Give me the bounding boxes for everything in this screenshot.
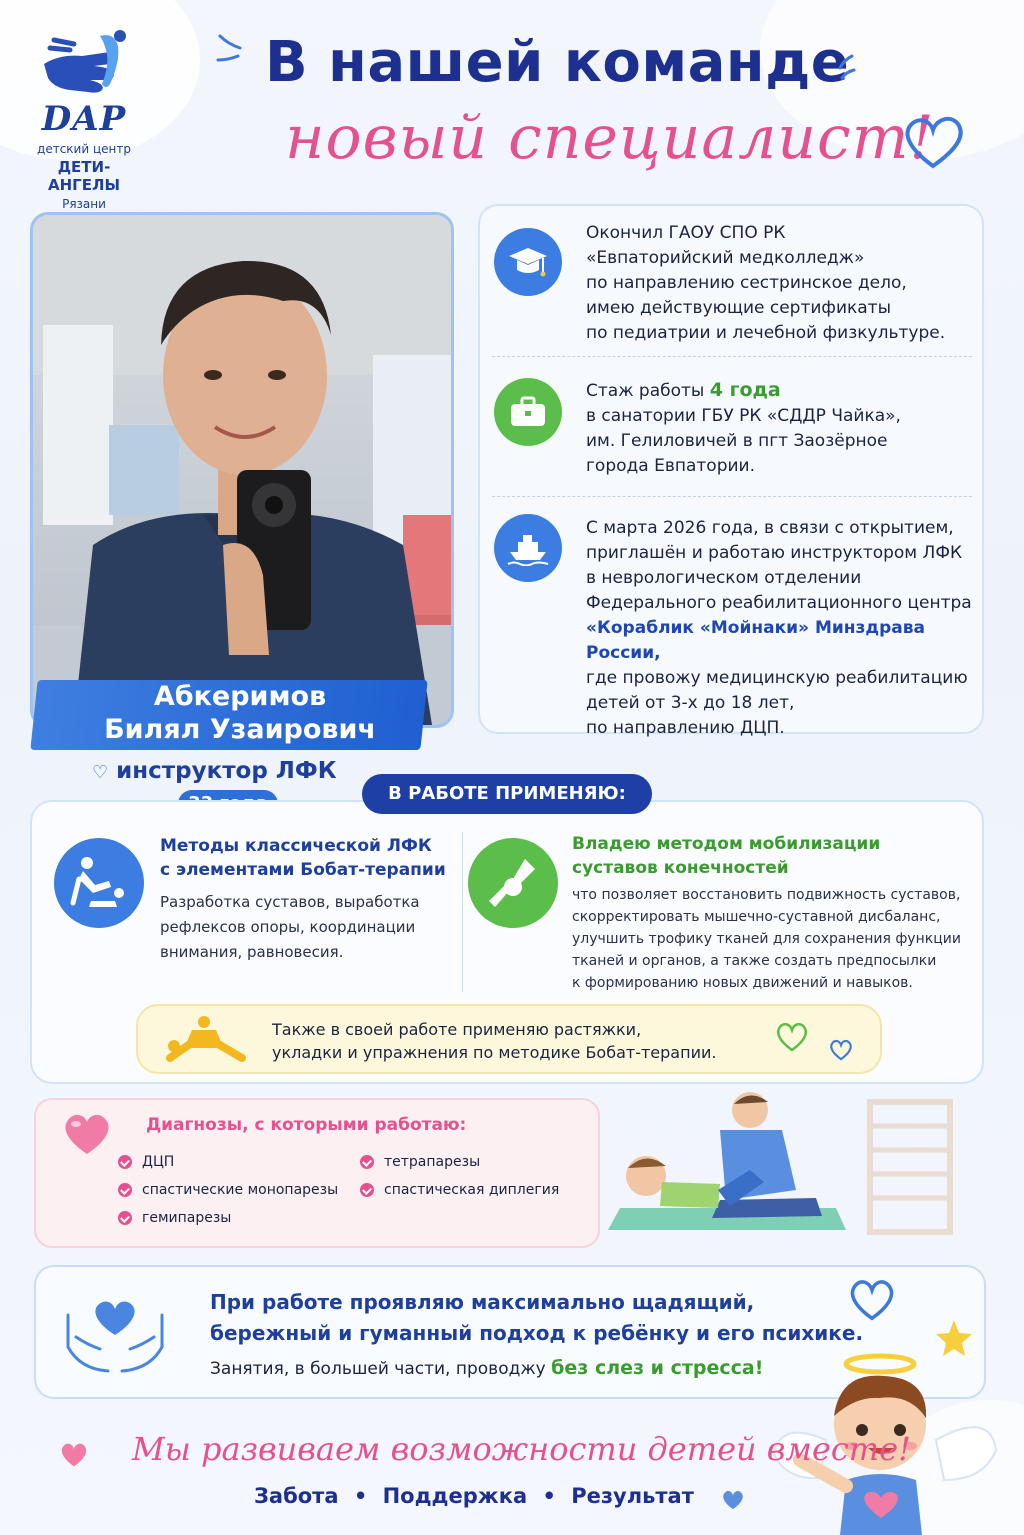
right-method-title: суставов конечностей — [572, 858, 789, 878]
approach-prefix: Занятия, в большей части, проводжу — [210, 1359, 552, 1379]
right-method-line: скорректировать мышечно-суставной дисбаланс, — [572, 909, 941, 925]
role-label: инструктор ЛФК — [116, 758, 337, 784]
work-line: в неврологическом отделении — [586, 568, 862, 588]
right-method — [572, 832, 961, 994]
education-line: по направлению сестринское дело, — [586, 273, 907, 293]
footer-tag: Результат — [571, 1484, 694, 1508]
approach-headline — [210, 1287, 863, 1349]
specialist-role — [92, 758, 337, 784]
footer-tag: Забота — [254, 1484, 339, 1508]
approach-subline — [210, 1357, 763, 1379]
page-title: В нашей команде — [265, 30, 850, 95]
logo-line1: детский центр — [37, 142, 131, 156]
heart-icon — [720, 1488, 746, 1512]
note-line: Также в своей работе применяю растяжки, — [272, 1020, 642, 1039]
divider — [462, 832, 463, 992]
work-line: по направлению ДЦП. — [586, 718, 785, 738]
footer-separator: • — [542, 1484, 556, 1508]
approach-line: При работе проявляю максимально щадящий, — [210, 1290, 755, 1314]
name-line1: Абкеримов — [153, 681, 327, 712]
heart-icon — [60, 1110, 114, 1158]
therapy-illustration — [600, 1090, 990, 1250]
work-line: приглашён и работаю инструктором ЛФК — [586, 543, 963, 563]
specialist-name — [60, 680, 420, 746]
work-text — [586, 516, 976, 741]
info-card — [478, 204, 984, 738]
right-method-line: что позволяет восстановить подвижность суставов, — [572, 887, 961, 903]
note-text — [272, 1018, 716, 1064]
diagnosis-item: спастическая диплегия — [360, 1182, 559, 1198]
additional-note — [136, 1004, 882, 1074]
heart-outline-icon — [828, 1038, 854, 1062]
left-method-line: Разработка суставов, выработка — [160, 893, 420, 911]
experience-line: города Евпатории. — [586, 456, 755, 476]
diagnoses-title: Диагнозы, с которыми работаю: — [146, 1115, 467, 1135]
heart-outline-icon — [846, 1276, 898, 1324]
experience-years: 4 года — [709, 379, 781, 401]
education-line: имею действующие сертификаты — [586, 298, 892, 318]
right-method-line: тканей и органов, а также создать предпосылки — [572, 953, 937, 969]
footer-separator: • — [353, 1484, 368, 1508]
education-line: «Евпаторийский медколледж» — [586, 248, 865, 268]
left-method — [160, 834, 446, 965]
left-method-title: с элементами Бобат-терапии — [160, 860, 446, 880]
sparkle-icon — [830, 52, 860, 82]
right-method-title: Владею методом мобилизации — [572, 834, 881, 854]
left-method-title: Методы классической ЛФК — [160, 836, 432, 856]
work-line: Федерального реабилитационного центра — [586, 593, 972, 613]
experience-line: в санатории ГБУ РК «СДДР Чайка», — [586, 406, 901, 426]
joint-icon — [468, 838, 558, 928]
logo-line2: ДЕТИ-АНГЕЛЫ — [48, 158, 120, 194]
sparkle-icon — [214, 30, 244, 70]
heart-outline-icon — [774, 1020, 810, 1054]
diagnosis-item: тетрапарезы — [360, 1154, 480, 1170]
work-line: детей от 3-х до 18 лет, — [586, 693, 795, 713]
therapy-exercise-icon — [54, 838, 144, 928]
right-method-line: улучшить трофику тканей для сохранения функции — [572, 931, 961, 947]
footer-slogan: Мы развиваем возможности детей вместе! — [132, 1430, 911, 1468]
diagnoses-card — [34, 1098, 600, 1248]
name-line2: Билял Узаирович — [104, 714, 376, 745]
divider — [492, 496, 972, 497]
experience-prefix: Стаж работы — [586, 381, 710, 401]
heart-outline-icon — [900, 112, 966, 172]
ship-icon — [494, 514, 562, 582]
left-method-line: рефлексов опоры, координации — [160, 918, 416, 936]
experience-line: им. Гелиловичей в пгт Заозёрное — [586, 431, 888, 451]
education-line: по педиатрии и лечебной физкультуре. — [586, 323, 946, 343]
work-line: С марта 2026 года, в связи с открытием, — [586, 518, 954, 538]
heart-icon — [58, 1440, 90, 1470]
hand-logo-icon — [40, 28, 130, 104]
work-highlight: «Кораблик «Мойнаки» Минздрава России, — [586, 618, 925, 663]
approach-highlight: без слез и стресса! — [551, 1357, 764, 1379]
diagnosis-item: гемипарезы — [118, 1210, 231, 1226]
work-line: где провожу медицинскую реабилитацию — [586, 668, 968, 688]
stretching-icon — [162, 1014, 246, 1064]
education-text — [586, 221, 945, 346]
left-method-line: внимания, равновесия. — [160, 943, 344, 961]
right-method-line: к формированию новых движений и навыков. — [572, 975, 913, 991]
divider — [492, 356, 972, 357]
diagnosis-item: ДЦП — [118, 1154, 174, 1170]
diagnosis-item: спастические монопарезы — [118, 1182, 338, 1198]
experience-text — [586, 378, 901, 479]
hands-heart-icon — [60, 1285, 170, 1381]
page-subtitle: новый специалист! — [285, 103, 935, 173]
education-line: Окончил ГАОУ СПО РК — [586, 223, 786, 243]
specialist-photo — [30, 212, 454, 728]
heart-small-icon: ♡ — [92, 762, 109, 783]
graduation-cap-icon — [494, 228, 562, 296]
footer-tags — [254, 1484, 694, 1508]
logo-line3: Рязани — [62, 197, 106, 211]
approach-line: бережный и гуманный подход к ребёнку и его психике. — [210, 1321, 864, 1345]
footer-tag: Поддержка — [382, 1484, 528, 1508]
note-line: укладки и упражнения по методике Бобат-терапии. — [272, 1043, 717, 1062]
experience-line — [586, 378, 901, 404]
briefcase-icon — [494, 378, 562, 446]
logo-text: DAP — [41, 99, 127, 139]
methods-badge: В РАБОТЕ ПРИМЕНЯЮ: — [362, 774, 652, 814]
logo — [22, 28, 146, 211]
